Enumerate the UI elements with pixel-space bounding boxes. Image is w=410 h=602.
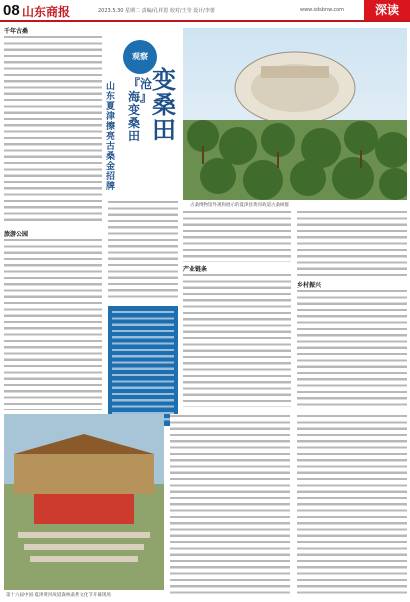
issue-meta: 2023.5.30 星期二 责编/孔祥恩 校对/王莹 设计/李蕾 bbox=[98, 8, 215, 14]
body-text-bottom-col1 bbox=[170, 414, 290, 594]
website-url[interactable]: www.sdsbnw.com bbox=[300, 7, 345, 13]
body-text-col3-b bbox=[183, 273, 291, 407]
body-text-col3-a bbox=[183, 210, 291, 262]
observation-badge: 观察 bbox=[123, 40, 157, 74]
body-text-col4-a bbox=[297, 210, 407, 276]
headline-side: 山东夏津擦亮古桑金招牌 bbox=[106, 82, 116, 192]
section-tag: 深读 bbox=[364, 0, 410, 20]
headline-big: 变桑田 bbox=[152, 66, 176, 144]
caption-top-photo: 古桑博物馆外观和展示的夏津县黄河故道古桑树群 bbox=[190, 203, 289, 208]
photo-museum bbox=[183, 28, 407, 200]
highlight-box-text bbox=[112, 310, 174, 422]
section-heading-a: 千年古桑 bbox=[4, 28, 29, 35]
body-text-bottom-col2 bbox=[297, 414, 407, 594]
section-heading-b: 旅游公园 bbox=[4, 231, 29, 238]
section-heading-c: 产业链条 bbox=[183, 266, 208, 273]
body-text-col4-b bbox=[297, 289, 407, 409]
body-text-col1-a bbox=[4, 35, 102, 225]
body-text-col2-a bbox=[108, 200, 178, 300]
section-heading-d: 乡村振兴 bbox=[297, 282, 322, 289]
masthead-rule bbox=[0, 20, 410, 22]
caption-bottom-photo: 第十六届中国·夏津黄河故道森林桑葚文化节开幕现场 bbox=[6, 593, 111, 598]
body-text-col1-b bbox=[4, 238, 102, 410]
masthead bbox=[0, 0, 410, 20]
headline-top: 『沧海』变桑田 bbox=[128, 77, 153, 143]
photo-festival bbox=[4, 414, 164, 590]
highlight-box bbox=[108, 306, 178, 426]
page-number: 08 bbox=[3, 2, 20, 19]
newspaper-name: 山东商报 bbox=[22, 5, 71, 19]
